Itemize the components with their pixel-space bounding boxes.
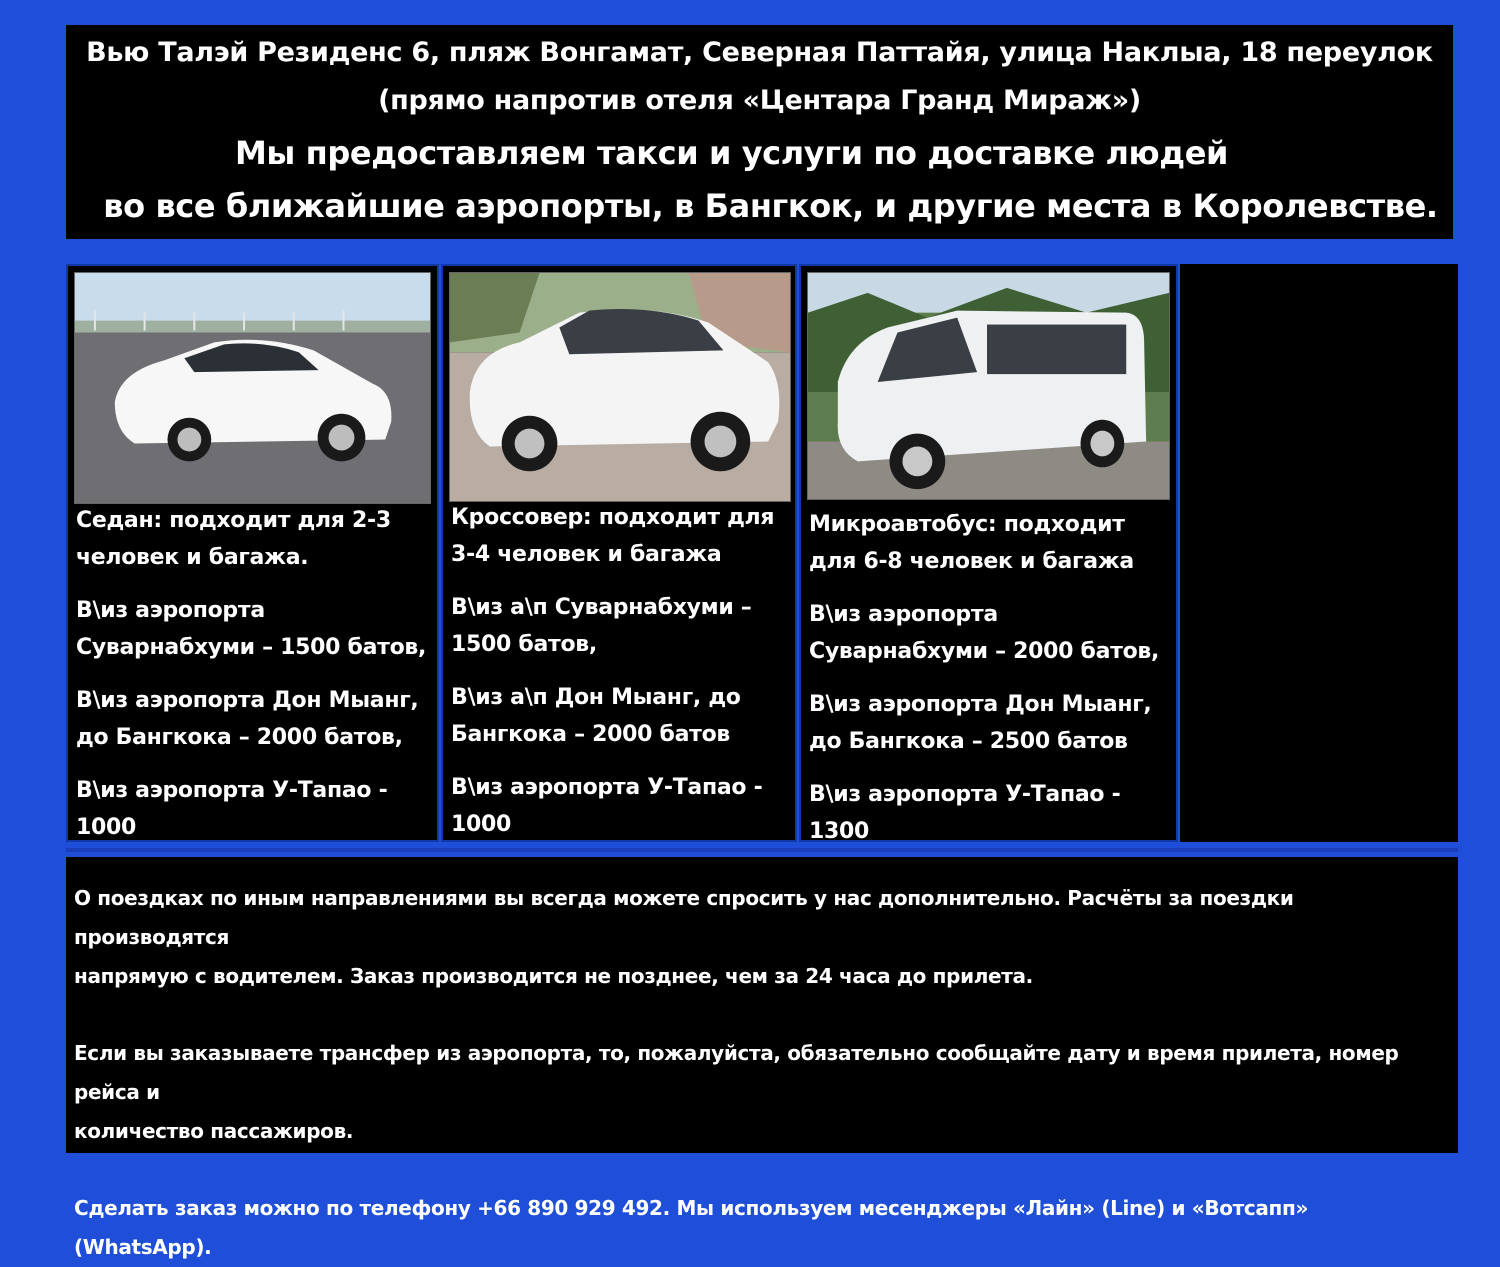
empty-panel (1180, 264, 1458, 842)
price-line: В\из аэропорта У-Тапао - (451, 775, 763, 800)
footer-line: О поездках по иным направлениями вы всегда можете спросить у нас дополнительно. Расчёты за поездки производятся (74, 886, 1294, 949)
header-banner (66, 25, 1453, 239)
vehicle-panel-sedan (66, 264, 439, 842)
price-line: Суварнабхуми – 1500 батов, (76, 635, 427, 660)
sedan-price-u-tapao (76, 772, 431, 846)
price-line: до Бангкока – 2000 батов, (76, 725, 403, 750)
price-line: 1000 (76, 815, 137, 840)
footer-paragraph-contact (74, 1189, 1450, 1267)
price-line: В\из аэропорта У-Тапао - (76, 778, 388, 803)
crossover-title (451, 499, 789, 573)
crossover-price-suvarnabhumi (451, 589, 789, 663)
landmark-line: (прямо напротив отеля «Центара Гранд Мираж») (378, 85, 1141, 116)
crossover-price-u-tapao (451, 769, 789, 843)
slogan-line-1: Мы предоставляем такси и услуги по доставке людей (234, 134, 1229, 172)
minibus-title-line: для 6-8 человек и багажа (809, 549, 1134, 574)
price-line: Суварнабхуми – 2000 батов, (809, 639, 1160, 664)
footer-line: напрямую с водителем. Заказ производится не позднее, чем за 24 часа до прилета. (74, 964, 1033, 988)
white-crossover-photo (449, 272, 791, 502)
sedan-title-line: Седан: подходит для 2-3 (76, 508, 391, 533)
crossover-title-line: Кроссовер: подходит для (451, 505, 775, 530)
price-line: В\из аэропорта У-Тапао - (809, 782, 1121, 807)
footer-line: количество пассажиров. (74, 1119, 354, 1143)
price-line: В\из а\п Суварнабхуми – (451, 595, 752, 620)
crossover-info (451, 499, 789, 859)
price-line: Бангкока – 2000 батов (451, 722, 731, 747)
sedan-price-don-mueang (76, 682, 431, 756)
price-line: 1000 (451, 812, 512, 837)
slogan-line-2: во все ближайшие аэропорты, в Бангкок, и другие места в Королевстве. (103, 187, 1438, 225)
crossover-title-line: 3-4 человек и багажа (451, 542, 722, 567)
price-line: 1300 (809, 819, 870, 844)
sedan-title (76, 502, 431, 576)
sedan-title-line: человек и багажа. (76, 545, 309, 570)
footer-paragraph-other-routes (74, 879, 1450, 996)
footer-line: Сделать заказ можно по телефону +66 890 929 492. Мы используем месенджеры «Лайн» (Line) и «Вотсапп» (WhatsApp). (74, 1196, 1309, 1259)
footer-paragraph-transfer (74, 1034, 1450, 1151)
price-line: 1500 батов, (451, 632, 597, 657)
minibus-title (809, 506, 1170, 580)
white-sedan-photo (74, 272, 431, 504)
white-minibus-photo (807, 272, 1170, 500)
vehicle-panel-crossover (441, 264, 797, 842)
price-line: до Бангкока – 2500 батов (809, 729, 1128, 754)
minibus-info (809, 506, 1170, 866)
minibus-price-don-mueang (809, 686, 1170, 760)
price-line: В\из аэропорта (809, 602, 998, 627)
price-line: В\из аэропорта Дон Мыанг, (76, 688, 419, 713)
minibus-price-suvarnabhumi (809, 596, 1170, 670)
minibus-title-line: Микроавтобус: подходит (809, 512, 1125, 537)
price-line: В\из аэропорта Дон Мыанг, (809, 692, 1152, 717)
price-line: В\из а\п Дон Мыанг, до (451, 685, 741, 710)
address-line: Вью Талэй Резиденс 6, пляж Вонгамат, Северная Паттайя, улица Наклыа, 18 переулок (86, 37, 1433, 68)
footer-info (66, 857, 1458, 1259)
footer-line: Если вы заказываете трансфер из аэропорта, то, пожалуйста, обязательно сообщайте дату и время прилета, номер рейса и (74, 1041, 1399, 1104)
minibus-price-u-tapao (809, 776, 1170, 850)
vehicle-panel-minibus (799, 264, 1178, 842)
sedan-info (76, 502, 431, 862)
price-line: В\из аэропорта (76, 598, 265, 623)
crossover-price-don-mueang (451, 679, 789, 753)
divider (66, 848, 1458, 852)
sedan-price-suvarnabhumi (76, 592, 431, 666)
